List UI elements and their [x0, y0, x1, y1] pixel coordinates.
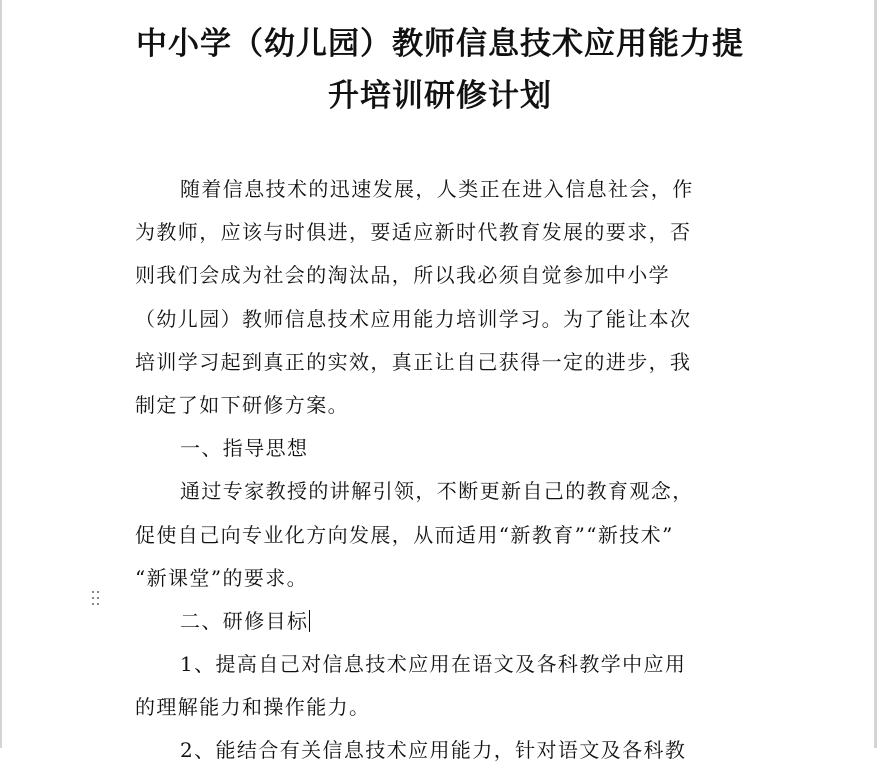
title-line[interactable]: 升培训研修计划 [328, 78, 552, 114]
paragraph-line[interactable]: 2、能结合有关信息技术应用能力，针对语文及各科教 [180, 738, 687, 763]
paragraph-line[interactable]: 培训学习起到真正的实效，真正让自己获得一定的进步，我 [135, 349, 692, 374]
paragraph-line[interactable]: “新课堂”的要求。 [135, 565, 309, 590]
title-line[interactable]: 中小学（幼儿园）教师信息技术应用能力提 [136, 26, 744, 62]
section-heading[interactable]: 一、指导思想 [180, 436, 309, 461]
paragraph-line[interactable]: 的理解能力和操作能力。 [135, 695, 371, 720]
paragraph-line[interactable]: 通过专家教授的讲解引领，不断更新自己的教育观念， [180, 479, 694, 504]
document-body[interactable] [135, 168, 755, 773]
paragraph-line[interactable]: （幼儿园）教师信息技术应用能力培训学习。为了能让本次 [135, 306, 692, 331]
paragraph-line[interactable]: 为教师，应该与时俱进，要适应新时代教育发展的要求，否 [135, 220, 692, 245]
paragraph-line[interactable]: 1、提高自己对信息技术应用在语文及各科教学中应用 [180, 652, 687, 677]
section-heading[interactable]: 二、研修目标 [180, 608, 309, 633]
text-cursor [309, 610, 310, 632]
page-left-edge [0, 0, 2, 748]
document-title[interactable] [120, 18, 760, 122]
section-heading-line[interactable] [135, 600, 755, 643]
paragraph-line[interactable]: 制定了如下研修方案。 [135, 392, 349, 417]
paragraph-drag-handle-icon[interactable] [89, 588, 103, 610]
paragraph-line[interactable]: 则我们会成为社会的淘汰品，所以我必须自觉参加中小学 [135, 263, 670, 288]
paragraph-line[interactable]: 促使自己向专业化方向发展，从而适用“新教育”“新技术” [135, 522, 674, 547]
paragraph-line[interactable]: 随着信息技术的迅速发展，人类正在进入信息社会，作 [180, 177, 694, 201]
